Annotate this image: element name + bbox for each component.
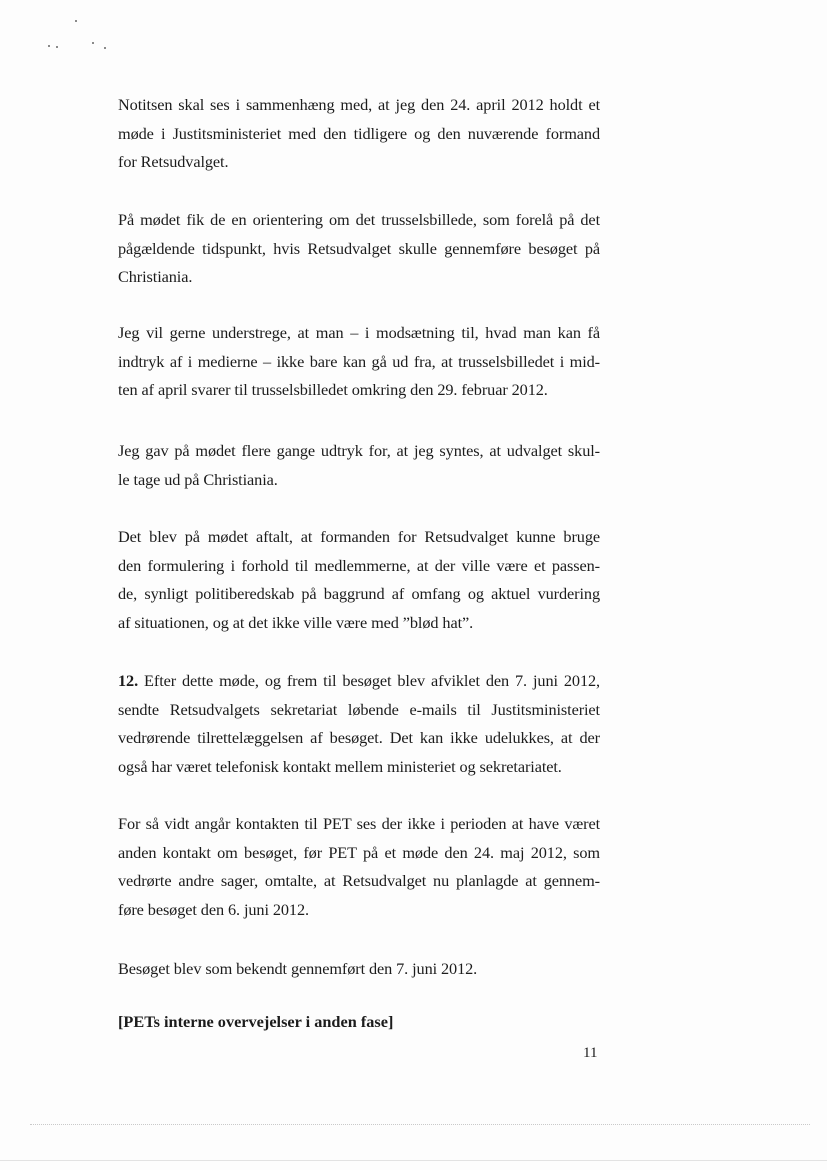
text-line: Christiania. — [118, 267, 193, 287]
text-line: Jeg vil gerne understrege, at man – i modsætning til, hvad man kan få — [118, 323, 600, 342]
paragraph-number: 12. — [118, 671, 139, 690]
text-line: anden kontakt om besøget, før PET på et møde den 24. maj 2012, som — [118, 842, 600, 862]
scan-speck — [92, 42, 94, 44]
text-line: møde i Justitsministeriet med den tidligere og den nuværende formand — [118, 123, 600, 143]
text-line: For så vidt angår kontakten til PET ses der ikke i perioden at have været — [118, 814, 600, 833]
scan-speck — [48, 45, 50, 47]
text-line: Besøget blev som bekendt gennemført den 7. juni 2012. — [118, 959, 478, 978]
paragraph — [118, 91, 600, 177]
text-line: indtryk af i medierne – ikke bare kan gå ud fra, at trusselsbilledet i mid- — [118, 351, 600, 371]
line-text: Efter dette møde, og frem til besøget blev afviklet den 7. juni 2012, — [138, 671, 600, 690]
text-line: vedrørende tilrettelæggelsen af besøget. Det kan ikke udelukkes, at der — [118, 728, 600, 748]
text-line: Notitsen skal ses i sammenhæng med, at jeg den 24. april 2012 holdt et — [118, 95, 600, 114]
scan-speck — [104, 47, 106, 49]
text-line: for Retsudvalget. — [118, 152, 229, 172]
scan-speck — [56, 46, 58, 48]
text-line: vedrørte andre sager, omtalte, at Retsudvalget nu planlagde at gennem- — [118, 871, 600, 891]
page-number: 11 — [583, 1045, 598, 1061]
text-line: den formulering i forhold til medlemmerne, at der ville være et passen- — [118, 555, 600, 575]
paragraph — [118, 955, 600, 984]
text-line: føre besøget den 6. juni 2012. — [118, 899, 309, 919]
text-line: pågældende tidspunkt, hvis Retsudvalget skulle gennemføre besøget på — [118, 238, 600, 258]
text-line: På mødet fik de en orientering om det trusselsbillede, som forelå på det — [118, 210, 600, 229]
scan-artifact-line — [30, 1124, 810, 1125]
text-line: af situationen, og at det ikke ville være med ”blød hat”. — [118, 612, 474, 632]
text-line — [118, 667, 600, 696]
scan-artifact-line — [0, 1160, 827, 1161]
paragraph — [118, 437, 600, 494]
paragraph — [118, 319, 600, 405]
text-line: også har været telefonisk kontakt mellem ministeriet og sekretariatet. — [118, 756, 562, 776]
text-line: Det blev på mødet aftalt, at formanden for Retsudvalget kunne bruge — [118, 527, 600, 546]
text-line: sendte Retsudvalgets sekretariat løbende e-mails til Justitsministeriet — [118, 699, 600, 719]
text-line: de, synligt politiberedskab på baggrund af omfang og aktuel vurdering — [118, 584, 600, 604]
numbered-paragraph — [118, 667, 600, 781]
paragraph — [118, 206, 600, 292]
text-line: le tage ud på Christiania. — [118, 469, 278, 489]
section-heading: [PETs interne overvejelser i anden fase] — [118, 1012, 394, 1031]
scan-speck — [75, 20, 77, 22]
paragraph — [118, 523, 600, 637]
text-line: Jeg gav på mødet flere gange udtryk for, at jeg syntes, at udvalget skul- — [118, 441, 600, 460]
paragraph — [118, 810, 600, 924]
text-line: ten af april svarer til trusselsbilledet omkring den 29. februar 2012. — [118, 380, 548, 400]
